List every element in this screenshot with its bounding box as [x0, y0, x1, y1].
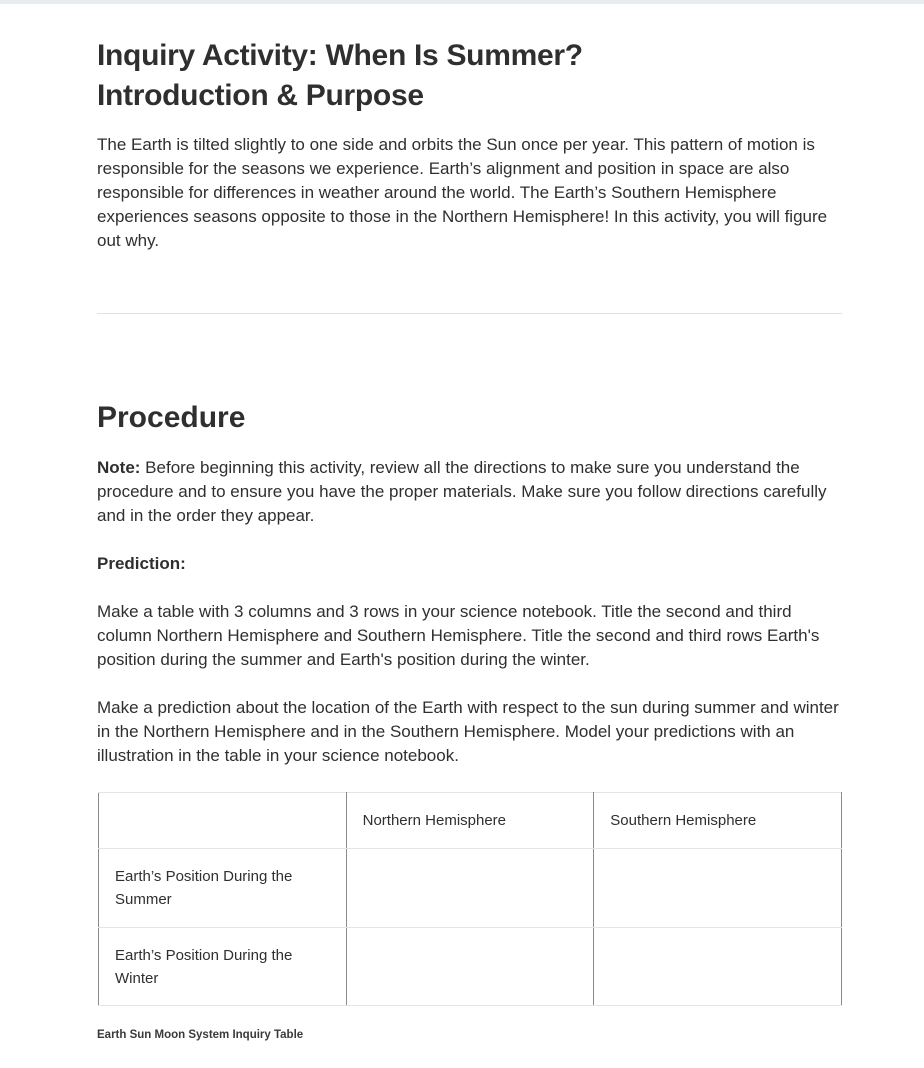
table-header-cell: Northern Hemisphere — [346, 793, 594, 849]
step-2-paragraph: Make a prediction about the location of the Earth with respect to the sun during summer and winter in the Northern Hemisphere and in the Southern Hemisphere. Model your predictions with an illustration in the table in your science notebook. — [97, 698, 839, 765]
prediction-label-paragraph — [97, 552, 842, 576]
table-cell: Earth’s Position During the Summer — [99, 849, 347, 928]
section-divider — [97, 313, 842, 314]
top-border-bar — [0, 0, 924, 4]
table-cell — [594, 849, 842, 928]
table-row — [99, 928, 842, 1006]
table-cell — [594, 928, 842, 1006]
note-text: Before beginning this activity, review all the directions to make sure you understand the procedure and to ensure you have the proper materials. Make sure you follow directions carefully and in the order they appear. — [97, 458, 827, 525]
intro-paragraph: The Earth is tilted slightly to one side and orbits the Sun once per year. This pattern of motion is responsible for the seasons we experience. Earth’s alignment and position in space are also responsible for differences in weather around the world. The Earth’s Southern Hemisphere experiences seasons opposite to those in the Northern Hemisphere! In this activity, you will figure out why. — [97, 135, 828, 250]
table-cell — [346, 928, 594, 1006]
procedure-heading: Procedure — [97, 401, 246, 434]
table-cell: Earth’s Position During the Winter — [99, 928, 347, 1006]
note-paragraph — [97, 456, 842, 528]
step-1-paragraph: Make a table with 3 columns and 3 rows in your science notebook. Title the second and third column Northern Hemisphere and Southern Hemisphere. Title the second and third rows Earth's position during the summer and Earth's position during the winter. — [97, 602, 820, 669]
note-label: Note: — [97, 458, 141, 477]
prediction-label: Prediction: — [97, 554, 186, 573]
table-header-row — [99, 793, 842, 849]
table-header-cell: Southern Hemisphere — [594, 793, 842, 849]
table-header-cell — [99, 793, 347, 849]
table-cell — [346, 849, 594, 928]
table-caption: Earth Sun Moon System Inquiry Table — [97, 1029, 304, 1041]
inquiry-table — [98, 792, 842, 1006]
table-row — [99, 849, 842, 928]
title-line-2: Introduction & Purpose — [97, 79, 424, 112]
title-line-1: Inquiry Activity: When Is Summer? — [97, 39, 583, 72]
page-title — [97, 36, 583, 116]
